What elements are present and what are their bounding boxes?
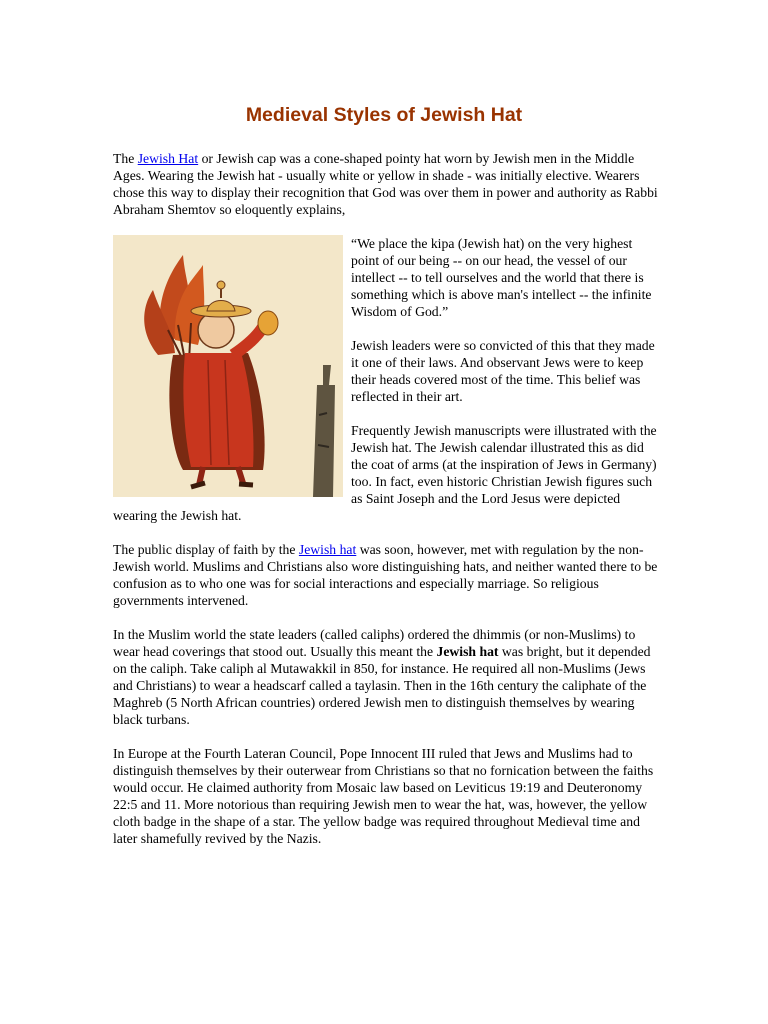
muslim-text-start: In the Muslim world the state leaders (called caliphs) ordered the dhimmis (or non-Muslims) to wear head coverings that stood out. Usually this meant the (113, 627, 636, 659)
intro-text-start: The (113, 151, 138, 166)
paragraph-laws: Jewish leaders were so convicted of this that they made it one of their laws. And observant Jews were to keep their heads covered most of the time. This belief was reflected in their art. (351, 338, 655, 404)
illustration-jewish-man-with-hat (113, 235, 343, 497)
muslim-text-rest: was bright, but it depended on the caliph. Take caliph al Mutawakkil in 850, for instance. He required all non-Muslims (Jews and Christians) to wear a headscarf called a taylasin. Then in the 16th century the caliphate of the Maghreb (5 North African countries) ordered Jewish men to distinguish themselves by wearing black turbans. (113, 644, 651, 727)
article-body (113, 150, 658, 864)
jewish-hat-link-2[interactable]: Jewish hat (298, 542, 357, 557)
page-title: Medieval Styles of Jewish Hat (245, 104, 523, 126)
paragraph-regulation (113, 541, 658, 609)
paragraph-muslim-world (113, 626, 658, 728)
regulation-text-rest: was soon, however, met with regulation by the non-Jewish world. Muslims and Christians also wore distinguishing hats, and neither wanted there to be confusion as to who one was for social interactions and especially marriage. So religious governments intervened. (113, 542, 658, 608)
regulation-text-start: The public display of faith by the (113, 542, 299, 557)
intro-text-rest: or Jewish cap was a cone-shaped pointy hat worn by Jewish men in the Middle Ages. Wearing the Jewish hat - usually white or yellow in shade - was initially elective. Wearers chose this way to display their recognition that God was over them in power and authority as Rabbi Abraham Shemtov so eloquently explains, (113, 151, 658, 217)
paragraph-manuscripts: Frequently Jewish manuscripts were illustrated with the Jewish hat. The Jewish calendar illustrated this as did the coat of arms (at the inspiration of Jews in Germany) too. In fact, even historic Christian Jewish figures such as Saint Joseph and the Lord Jesus were depicted wearing the Jewish hat. (113, 423, 657, 523)
paragraph-europe: In Europe at the Fourth Lateran Council, Pope Innocent III ruled that Jews and Muslims had to distinguish themselves by their outerwear from Christians so that no fornication between the faiths would occur. He claimed authority from Mosaic law based on Leviticus 19:19 and Deuteronomy 22:5 and 11. More notorious than requiring Jewish men to wear the hat, was, however, the yellow cloth badge in the shape of a star. The yellow badge was required throughout Medieval time and later shamefully revived by the Nazis. (113, 746, 654, 846)
jewish-hat-link[interactable]: Jewish Hat (137, 151, 199, 166)
paragraph-intro (113, 150, 658, 218)
quote-paragraph: “We place the kipa (Jewish hat) on the very highest point of our being -- on our head, the vessel of our intellect -- to tell ourselves and the world that there is something which is above man's intellect -- the infinite Wisdom of God.” (351, 236, 652, 319)
medieval-illustration (113, 235, 343, 497)
bold-jewish-hat: Jewish hat (436, 644, 499, 659)
